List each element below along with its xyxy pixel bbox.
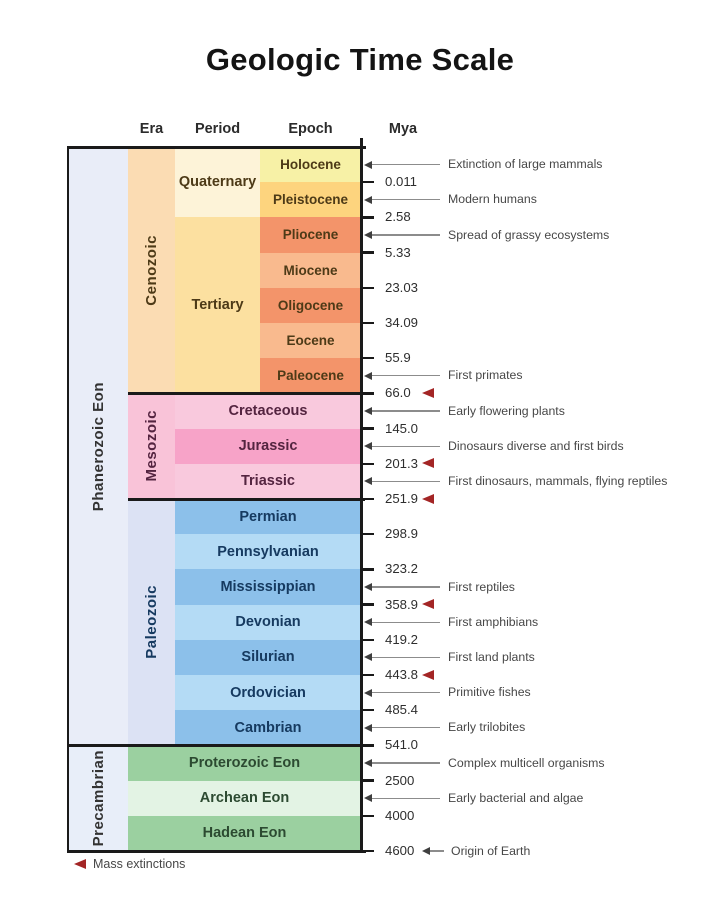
- annotation-early-bacterial-and-algae: Early bacterial and algae: [448, 790, 584, 805]
- annotation-arrowhead-early-bacterial-and-algae: [364, 794, 372, 802]
- axis-tick-label-2-58: 2.58: [385, 209, 411, 225]
- column-header-epoch: Epoch: [288, 121, 333, 137]
- mass-extinction-marker-201-3: [422, 458, 434, 468]
- annotation-arrowhead-dinosaurs-diverse-and-first-birds: [364, 442, 372, 450]
- annotation-modern-humans: Modern humans: [448, 192, 537, 207]
- axis-tick-34-09: [361, 322, 374, 325]
- annotation-complex-multicell-organisms: Complex multicell organisms: [448, 755, 605, 770]
- axis-tick-2-58: [361, 216, 374, 219]
- annotation-first-land-plants: First land plants: [448, 649, 535, 664]
- frame-bottom-line: [67, 850, 366, 853]
- frame-left-line: [67, 146, 70, 853]
- eons-cell-precambrian: [69, 745, 128, 851]
- annotation-arrowhead-first-dinosaurs-mammals-flying-reptiles: [364, 477, 372, 485]
- axis-tick-label-419-2: 419.2: [385, 631, 419, 647]
- mass-extinctions-legend: [74, 857, 185, 871]
- annotation-spread-of-grassy-ecosystems: Spread of grassy ecosystems: [448, 227, 610, 242]
- annotation-arrowhead-early-trilobites: [364, 724, 372, 732]
- annotation-arrowhead-first-reptiles: [364, 583, 372, 591]
- annotation-arrowhead-complex-multicell-organisms: [364, 759, 372, 767]
- annotation-line-complex-multicell-organisms: [372, 762, 440, 763]
- page-title: Geologic Time Scale: [205, 42, 515, 77]
- era-boundary-66-line: [128, 392, 365, 395]
- precambrian_eons-cell-hadean-eon: Hadean Eon: [128, 816, 361, 851]
- annotation-early-flowering-plants: Early flowering plants: [448, 403, 565, 418]
- epochs-cell-pliocene: Pliocene: [260, 217, 361, 252]
- periods_wide-cell-triassic: Triassic: [175, 464, 361, 499]
- precambrian_eons-cell-archean-eon: Archean Eon: [128, 781, 361, 816]
- annotation-arrowhead-extinction-of-large-mammals: [364, 161, 372, 169]
- axis-tick-label-443-8: 443.8: [385, 667, 419, 682]
- axis-tick-419-2: [361, 639, 374, 642]
- annotation-line-early-trilobites: [372, 727, 440, 728]
- annotation-first-dinosaurs-mammals-flying-reptiles: First dinosaurs, mammals, flying reptiles: [448, 473, 668, 488]
- annotation-arrowhead-origin-of-earth: [422, 847, 430, 855]
- annotation-line-first-dinosaurs-mammals-flying-reptiles: [372, 481, 440, 482]
- axis-tick-541-0: [361, 744, 374, 747]
- axis-tick-358-9: [361, 603, 374, 606]
- epochs-cell-pleistocene: Pleistocene: [260, 182, 361, 217]
- precambrian_eons-cell-proterozoic-eon: Proterozoic Eon: [128, 745, 361, 780]
- annotation-line-early-bacterial-and-algae: [372, 798, 440, 799]
- annotation-primitive-fishes: Primitive fishes: [448, 685, 531, 700]
- eras-label-mesozoic: Mesozoic: [143, 410, 160, 482]
- eon-boundary-541-line: [67, 744, 366, 747]
- column-header-era: Era: [139, 121, 164, 137]
- axis-tick-4600: [361, 850, 374, 853]
- axis-tick-145-0: [361, 427, 374, 430]
- annotation-first-primates: First primates: [448, 368, 523, 383]
- periods_wide-cell-devonian: Devonian: [175, 605, 361, 640]
- annotation-line-early-flowering-plants: [372, 410, 440, 411]
- axis-tick-label-5-33: 5.33: [385, 244, 411, 260]
- mass-extinction-marker-358-9: [422, 599, 434, 609]
- annotation-line-first-amphibians: [372, 622, 440, 623]
- annotation-arrowhead-first-land-plants: [364, 653, 372, 661]
- periods_wide-cell-ordovician: Ordovician: [175, 675, 361, 710]
- axis-tick-label-2500: 2500: [385, 772, 415, 788]
- axis-tick-label-541-0: 541.0: [385, 737, 419, 753]
- mass-extinction-marker-66-0: [422, 388, 434, 398]
- mass-extinction-marker-251-9: [422, 494, 434, 504]
- periods_narrow-cell-tertiary: Tertiary: [175, 217, 260, 393]
- eras-cell-cenozoic: [128, 147, 175, 393]
- legend-label: Mass extinctions: [93, 857, 186, 871]
- axis-tick-5-33: [361, 251, 374, 254]
- annotation-line-first-primates: [372, 375, 440, 376]
- annotation-dinosaurs-diverse-and-first-birds: Dinosaurs diverse and first birds: [448, 438, 624, 453]
- axis-tick-2500: [361, 779, 374, 782]
- annotation-extinction-of-large-mammals: Extinction of large mammals: [448, 157, 603, 172]
- axis-tick-label-23-03: 23.03: [385, 279, 419, 295]
- axis-tick-55-9: [361, 357, 374, 360]
- axis-tick-label-4600: 4600: [385, 843, 415, 858]
- axis-tick-485-4: [361, 709, 374, 712]
- annotation-first-reptiles: First reptiles: [448, 579, 515, 594]
- axis-tick-label-251-9: 251.9: [385, 491, 419, 506]
- axis-tick-323-2: [361, 568, 374, 571]
- mass-extinction-triangle-icon: [74, 859, 86, 869]
- axis-tick-23-03: [361, 287, 374, 290]
- axis-tick-label-485-4: 485.4: [385, 702, 419, 718]
- annotation-line-first-land-plants: [372, 657, 440, 658]
- axis-tick-201-3: [361, 463, 374, 466]
- eras-cell-mesozoic: [128, 393, 175, 499]
- eras-label-paleozoic: Paleozoic: [143, 585, 160, 660]
- epochs-cell-paleocene: Paleocene: [260, 358, 361, 393]
- axis-tick-443-8: [361, 674, 374, 677]
- epochs-cell-holocene: Holocene: [260, 147, 361, 182]
- mass-extinction-marker-443-8: [422, 670, 434, 680]
- axis-tick-label-298-9: 298.9: [385, 526, 419, 542]
- epochs-cell-oligocene: Oligocene: [260, 288, 361, 323]
- column-header-period: Period: [194, 121, 241, 137]
- frame-top-line: [67, 146, 366, 149]
- annotation-first-amphibians: First amphibians: [448, 614, 539, 629]
- annotation-arrowhead-first-primates: [364, 372, 372, 380]
- epochs-cell-eocene: Eocene: [260, 323, 361, 358]
- annotation-line-primitive-fishes: [372, 692, 440, 693]
- axis-tick-4000: [361, 815, 374, 818]
- periods_wide-cell-cambrian: Cambrian: [175, 710, 361, 745]
- epochs-cell-miocene: Miocene: [260, 253, 361, 288]
- axis-tick-label-323-2: 323.2: [385, 561, 419, 577]
- eons-cell-phanerozoic-eon: [69, 147, 128, 745]
- axis-tick-label-201-3: 201.3: [385, 455, 419, 471]
- annotation-arrowhead-spread-of-grassy-ecosystems: [364, 231, 372, 239]
- axis-tick-label-34-09: 34.09: [385, 315, 419, 330]
- periods_wide-cell-pennsylvanian: Pennsylvanian: [175, 534, 361, 569]
- axis-tick-label-358-9: 358.9: [385, 596, 419, 612]
- axis-tick-0-011: [361, 181, 374, 184]
- column-header-mya: Mya: [388, 121, 418, 137]
- era-boundary-252-line: [128, 498, 365, 501]
- annotation-origin-of-earth: Origin of Earth: [451, 843, 531, 858]
- annotation-line-origin-of-earth: [430, 850, 444, 851]
- annotation-line-extinction-of-large-mammals: [372, 164, 440, 165]
- annotation-arrowhead-first-amphibians: [364, 618, 372, 626]
- annotation-line-spread-of-grassy-ecosystems: [372, 234, 440, 235]
- axis-tick-label-4000: 4000: [385, 807, 415, 823]
- axis-tick-label-0-011: 0.011: [385, 174, 418, 190]
- annotation-line-modern-humans: [372, 199, 440, 200]
- periods_wide-cell-permian: Permian: [175, 499, 361, 534]
- axis-tick-label-145-0: 145.0: [385, 420, 419, 436]
- axis-tick-66-0: [361, 392, 374, 395]
- annotation-line-dinosaurs-diverse-and-first-birds: [372, 446, 440, 447]
- axis-tick-label-66-0: 66.0: [385, 385, 411, 401]
- periods_wide-cell-jurassic: Jurassic: [175, 429, 361, 464]
- annotation-arrowhead-primitive-fishes: [364, 689, 372, 697]
- axis-tick-251-9: [361, 498, 374, 501]
- annotation-arrowhead-modern-humans: [364, 196, 372, 204]
- annotation-line-first-reptiles: [372, 586, 440, 587]
- eons-label-phanerozoic-eon: Phanerozoic Eon: [90, 381, 107, 511]
- periods_wide-cell-mississippian: Mississippian: [175, 569, 361, 604]
- periods_narrow-cell-quaternary: Quaternary: [175, 147, 260, 217]
- eras-label-cenozoic: Cenozoic: [143, 234, 160, 306]
- axis-tick-label-55-9: 55.9: [385, 350, 411, 366]
- eons-label-precambrian: Precambrian: [90, 749, 107, 847]
- annotation-arrowhead-early-flowering-plants: [364, 407, 372, 415]
- axis-tick-298-9: [361, 533, 374, 536]
- periods_wide-cell-silurian: Silurian: [175, 640, 361, 675]
- annotation-early-trilobites: Early trilobites: [448, 720, 526, 735]
- eras-cell-paleozoic: [128, 499, 175, 745]
- periods_wide-cell-cretaceous: Cretaceous: [175, 393, 361, 428]
